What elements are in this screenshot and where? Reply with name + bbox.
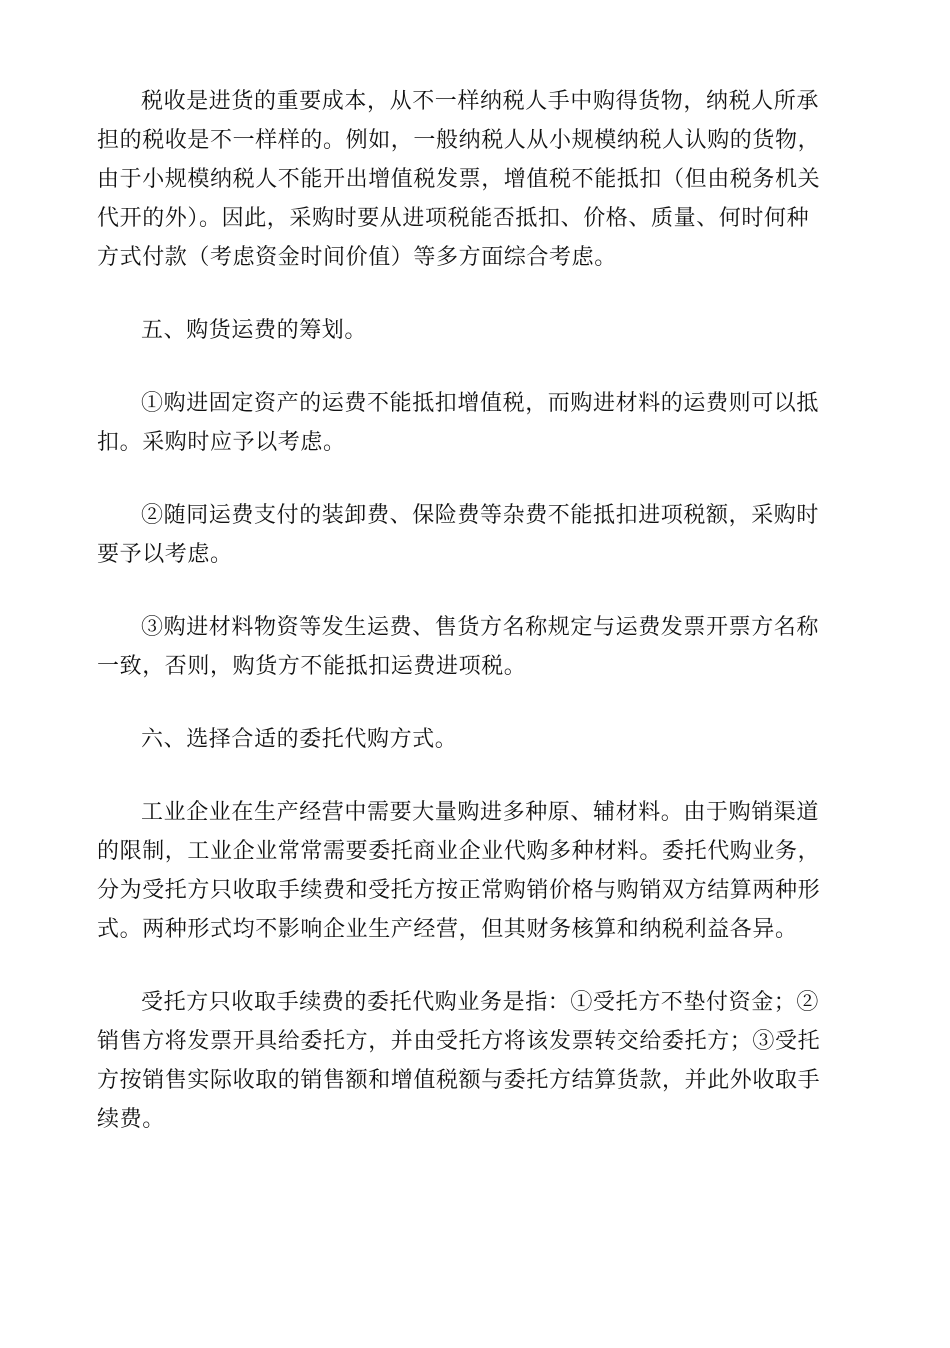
section-heading-agency: 六、选择合适的委托代购方式。 (141, 727, 458, 752)
paragraph-agency-fee-only (97, 983, 857, 1139)
text-line: 工业企业在生产经营中需要大量购进多种原、辅材料。由于购销渠道 (141, 800, 820, 825)
text-line: 代开的外）。因此，采购时要从进项税能否抵扣、价格、质量、何时何种 (97, 206, 810, 231)
text-line: 由于小规模纳税人不能开出增值税发票，增值税不能抵扣（但由税务机关 (97, 167, 821, 192)
text-line: ③购进材料物资等发生运费、售货方名称规定与运费发票开票方名称 (141, 615, 820, 640)
text-line: 受托方只收取手续费的委托代购业务是指：①受托方不垫付资金；② (141, 990, 820, 1015)
text-line: 方式付款（考虑资金时间价值）等多方面综合考虑。 (97, 245, 617, 270)
section-heading-freight: 五、购货运费的筹划。 (141, 318, 368, 343)
text-line: 分为受托方只收取手续费和受托方按正常购销价格与购销双方结算两种形 (97, 878, 821, 903)
text-line: 式。两种形式均不影响企业生产经营，但其财务核算和纳税利益各异。 (97, 917, 798, 942)
paragraph-agency-intro (97, 793, 857, 949)
text-line: ②随同运费支付的装卸费、保险费等杂费不能抵扣进项税额，采购时 (141, 503, 820, 528)
text-line: ①购进固定资产的运费不能抵扣增值税，而购进材料的运费则可以抵 (141, 391, 820, 416)
text-line: 续费。 (97, 1107, 165, 1132)
text-line: 方按销售实际收取的销售额和增值税额与委托方结算货款，并此外收取手 (97, 1068, 821, 1093)
text-line: 担的税收是不一样样的。例如，一般纳税人从小规模纳税人认购的货物， (97, 128, 821, 153)
paragraph-freight-item-1 (97, 384, 857, 462)
text-line: 扣。采购时应予以考虑。 (97, 430, 346, 455)
paragraph-freight-item-3 (97, 608, 857, 686)
text-line: 税收是进货的重要成本，从不一样纳税人手中购得货物，纳税人所承 (141, 89, 820, 114)
text-line: 一致，否则，购货方不能抵扣运费进项税。 (97, 654, 527, 679)
text-line: 销售方将发票开具给委托方，并由受托方将该发票转交给委托方；③受托 (97, 1029, 821, 1054)
paragraph-tax-cost (97, 82, 857, 277)
document-page (97, 82, 857, 1173)
paragraph-freight-item-2 (97, 496, 857, 574)
text-line: 要予以考虑。 (97, 542, 233, 567)
text-line: 的限制，工业企业常常需要委托商业企业代购多种材料。委托代购业务， (97, 839, 821, 864)
